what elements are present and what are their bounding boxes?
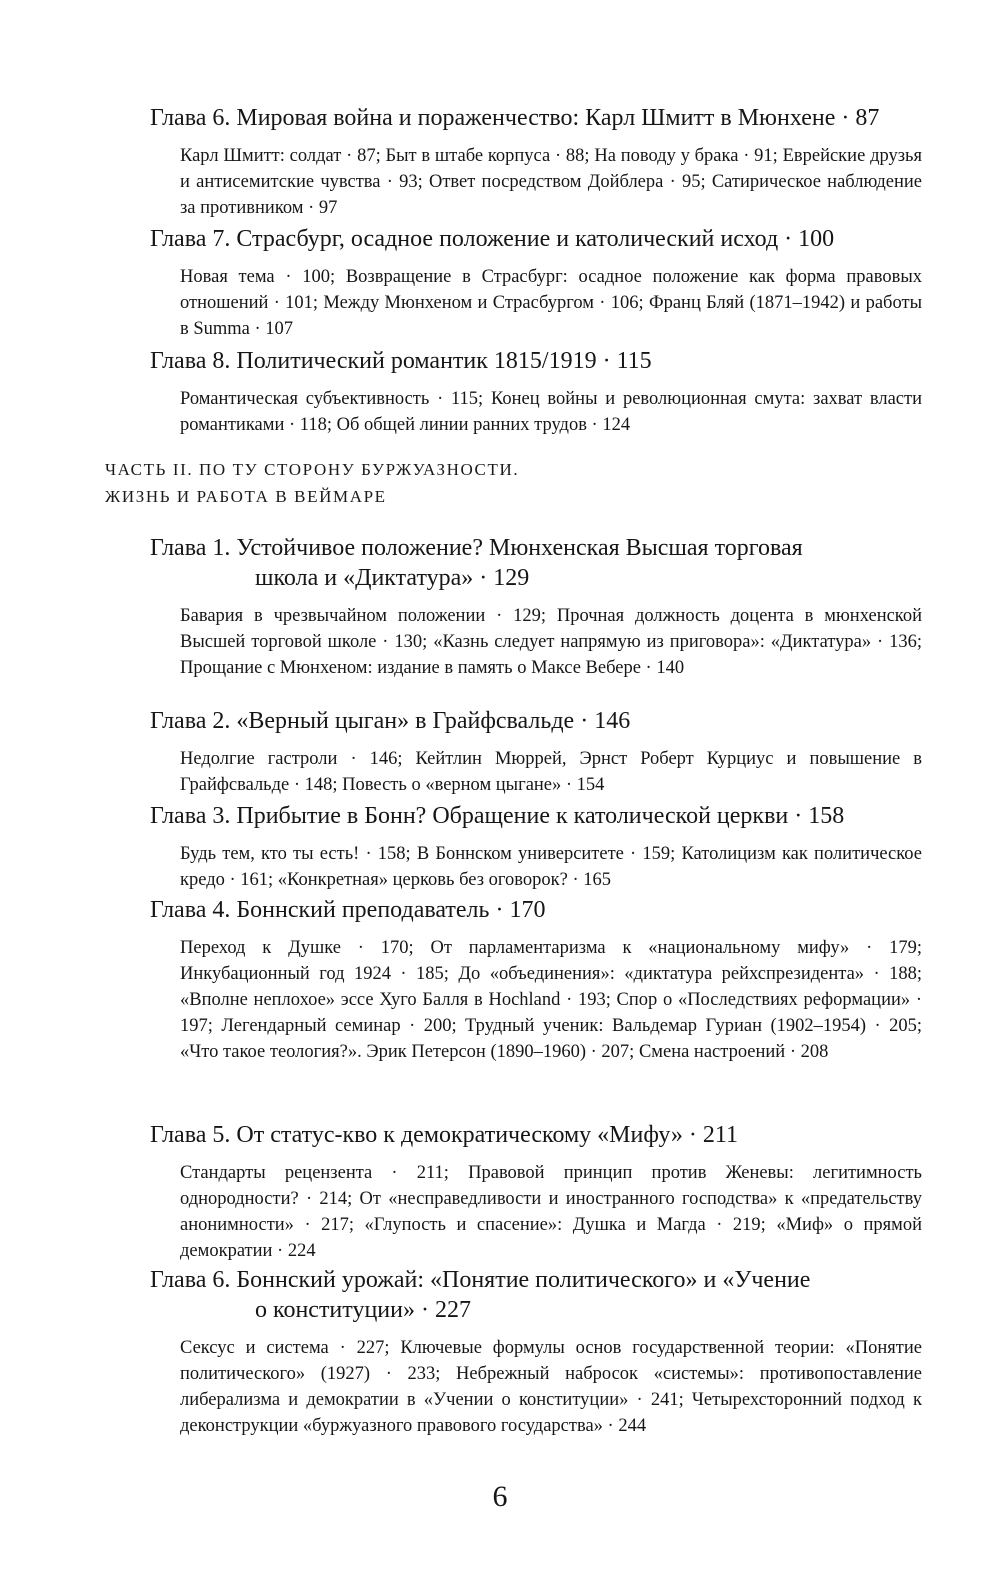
part-heading-line1: ЧАСТЬ II. ПО ТУ СТОРОНУ БУРЖУАЗНОСТИ. bbox=[105, 460, 520, 479]
chapter-subsections: Недолгие гастроли · 146; Кейтлин Мюррей, Эрнст Роберт Курциус и повышение в Грайфсвальде · 148; Повесть о «верном цыгане» · 154 bbox=[180, 749, 922, 795]
chapter-title: Глава 5. От статус-кво к демократическому «Мифу» · 211 bbox=[150, 1122, 739, 1148]
toc-entry bbox=[150, 103, 922, 221]
chapter-subsections: Стандарты рецензента · 211; Правовой принцип против Женевы: легитимность однородности? · 214; От «несправедливости и иностранного господства» к «предательству анонимности» · 217; «Глупость и спасение»: Душка и Магда · 219; «Миф» о прямой демократии · 224 bbox=[180, 1163, 922, 1261]
part-heading bbox=[105, 456, 705, 510]
chapter-title-line2: школа и «Диктатура» · 129 bbox=[255, 565, 530, 591]
chapter-title-line1: Глава 1. Устойчивое положение? Мюнхенская Высшая торговая bbox=[150, 535, 803, 561]
toc-entry bbox=[150, 533, 922, 681]
chapter-subsections: Карл Шмитт: солдат · 87; Быт в штабе корпуса · 88; На поводу у брака · 91; Еврейские друзья и антисемитские чувства · 93; Ответ посредством Дойблера · 95; Сатирическое наблюдение за противником · 97 bbox=[180, 146, 922, 218]
chapter-subsections: Будь тем, кто ты есть! · 158; В Боннском университете · 159; Католицизм как политическое кредо · 161; «Конкретная» церковь без оговорок? · 165 bbox=[180, 844, 922, 890]
chapter-title: Глава 2. «Верный цыган» в Грайфсвальде · 146 bbox=[150, 708, 631, 734]
toc-entry bbox=[150, 706, 922, 798]
page-number: 6 bbox=[492, 1480, 508, 1513]
chapter-subsections: Бавария в чрезвычайном положении · 129; Прочная должность доцента в мюнхенской Высшей торговой школе · 130; «Казнь следует напрямую из приговора»: «Диктатура» · 136; Прощание с Мюнхеном: издание в память о Максе Вебере · 140 bbox=[180, 606, 922, 678]
chapter-subsections: Сексус и система · 227; Ключевые формулы основ государственной теории: «Понятие политического» (1927) · 233; Небрежный набросок «системы»: противопоставление либерализма и демократии в «Учении о конституции» · 241; Четырехсторонний подход к деконструкции «буржуазного правового государства» · 244 bbox=[180, 1338, 922, 1436]
chapter-title-line1: Глава 6. Боннский урожай: «Понятие политического» и «Учение bbox=[150, 1267, 811, 1293]
chapter-title-line2: о конституции» · 227 bbox=[255, 1297, 471, 1323]
toc-entry bbox=[150, 224, 922, 342]
chapter-title: Глава 6. Мировая война и пораженчество: Карл Шмитт в Мюнхене · 87 bbox=[150, 105, 880, 131]
chapter-title: Глава 7. Страсбург, осадное положение и католический исход · 100 bbox=[150, 226, 835, 252]
chapter-subsections: Романтическая субъективность · 115; Конец войны и революционная смута: захват власти романтиками · 118; Об общей линии ранних трудов · 124 bbox=[180, 389, 922, 435]
part-heading-line2: ЖИЗНЬ И РАБОТА В ВЕЙМАРЕ bbox=[105, 487, 387, 506]
chapter-title bbox=[150, 1265, 922, 1325]
toc-entry bbox=[150, 1120, 922, 1264]
toc-entry bbox=[150, 895, 922, 1065]
chapter-subsections: Переход к Душке · 170; От парламентаризма к «национальному мифу» · 179; Инкубационный год 1924 · 185; До «объединения»: «диктатура рейхспрезидента» · 188; «Вполне неплохое» эссе Хуго Балля в Hochland · 193; Спор о «Последствиях реформации» · 197; Легендарный семинар · 200; Трудный ученик: Вальдемар Гуриан (1902–1954) · 205; «Что такое теология?». Эрик Петерсон (1890–1960) · 207; Смена настроений · 208 bbox=[180, 938, 922, 1062]
toc-entry bbox=[150, 801, 922, 893]
chapter-title bbox=[150, 533, 922, 593]
toc-entry bbox=[150, 1265, 922, 1439]
chapter-title: Глава 8. Политический романтик 1815/1919 · 115 bbox=[150, 348, 652, 374]
toc-entry bbox=[150, 346, 922, 438]
chapter-title: Глава 4. Боннский преподаватель · 170 bbox=[150, 897, 546, 923]
chapter-subsections: Новая тема · 100; Возвращение в Страсбург: осадное положение как форма правовых отношений · 101; Между Мюнхеном и Страсбургом · 106; Франц Бляй (1871–1942) и работы в Summa · 107 bbox=[180, 267, 922, 339]
chapter-title: Глава 3. Прибытие в Бонн? Обращение к католической церкви · 158 bbox=[150, 803, 845, 829]
